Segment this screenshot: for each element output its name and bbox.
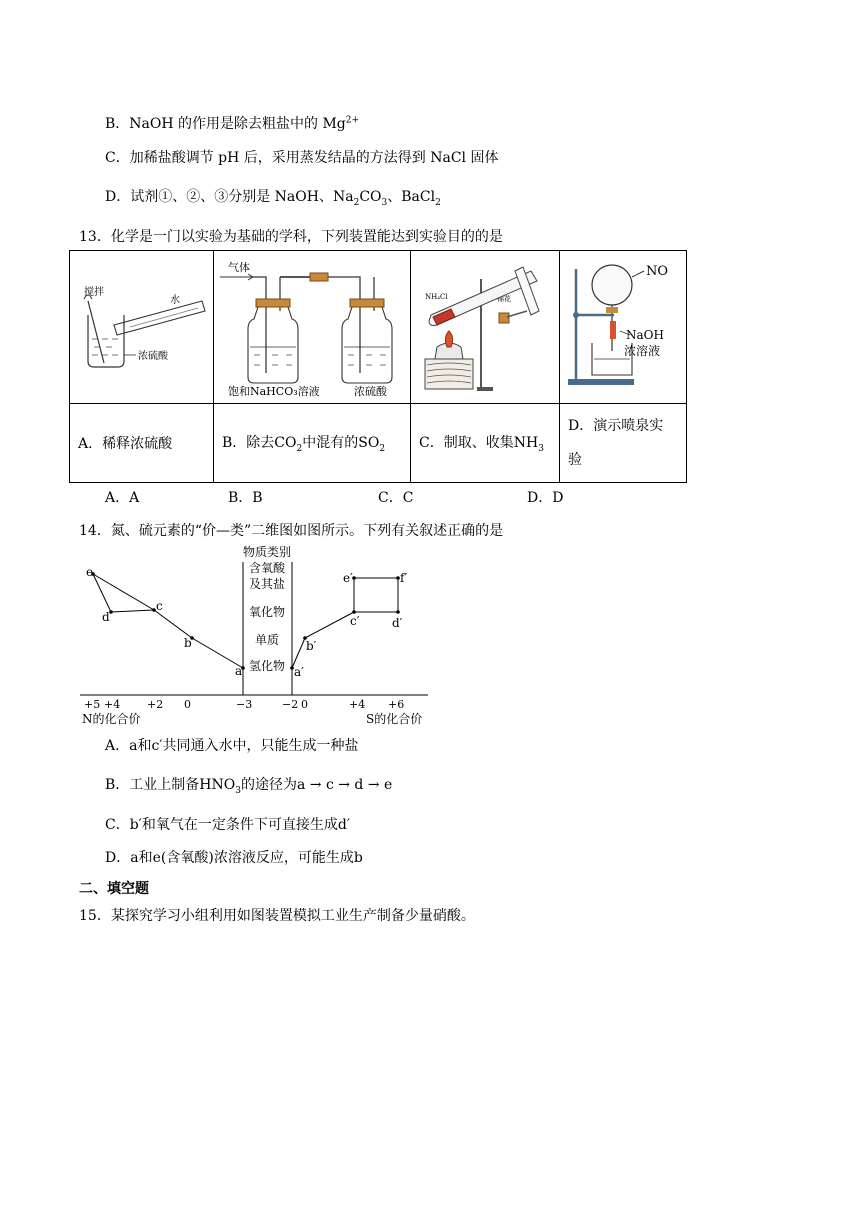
section-fill-in-heading: 二、填空题: [79, 881, 149, 897]
s-tick-plus4: +4: [349, 698, 366, 711]
n-tick-plus2: +2: [147, 698, 164, 711]
fig-a-water-label: 水: [170, 295, 180, 306]
q12-option-b: B．NaOH 的作用是除去粗盐中的 $Mg^{2+}$: [105, 115, 360, 132]
s-tick-plus6: +6: [388, 698, 405, 711]
q13-stem: 13．化学是一门以实验为基础的学科，下列装置能达到实验目的的是: [79, 229, 503, 245]
q13-figure-d: [560, 251, 687, 404]
q13-apparatus-table: [69, 250, 687, 483]
s-axis-label: S的化合价: [366, 712, 423, 726]
fig-b-right-label: 浓硫酸: [354, 385, 387, 398]
q14-option-c: C．b′和氧气在一定条件下可直接生成d′: [105, 817, 350, 833]
q13-choice-d: D．D: [527, 490, 564, 506]
q13-label-d: D．演示喷泉实 验: [560, 404, 687, 483]
chart-category-oxide: 氧化物: [248, 605, 286, 619]
fig-b-left-label: 饱和NaHCO₃溶液: [228, 385, 320, 398]
point-d-prime: d′: [392, 616, 403, 630]
n-tick-minus3: −3: [236, 698, 253, 711]
chart-category-acid-line2: 及其盐: [248, 577, 286, 591]
n-tick-plus4: +4: [104, 698, 121, 711]
point-c: c: [156, 599, 163, 613]
q12-option-c: C．加稀盐酸调节 pH 后，采用蒸发结晶的方法得到 NaCl 固体: [105, 150, 499, 166]
q13-label-c: C．制取、收集$NH_3$: [411, 404, 560, 483]
fig-c-nh4cl-label: NH₄Cl: [425, 293, 448, 301]
q13-label-b: B．除去$CO_2$中混有的$SO_2$: [214, 404, 411, 483]
chart-category-element: 单质: [254, 633, 280, 647]
q13-choice-c: C．C: [378, 490, 414, 506]
fig-a-stir-label: 搅拌: [84, 287, 104, 298]
q13-figure-a: [70, 251, 214, 404]
s-tick-minus2: −2: [282, 698, 299, 711]
point-a: a: [235, 664, 243, 678]
q13-label-a: A．稀释浓硫酸: [70, 404, 214, 483]
n-tick-zero: 0: [184, 698, 191, 711]
fig-c-cotton-label: 棉花: [497, 295, 511, 303]
point-b-prime: b′: [306, 639, 317, 653]
point-a-prime: a′: [294, 665, 304, 679]
chart-category-hydride: 氢化物: [248, 659, 286, 673]
q13-choice-a: A．A: [105, 490, 140, 506]
point-d: d: [102, 610, 110, 624]
point-b: b: [184, 636, 192, 650]
point-f-prime: f′: [400, 571, 408, 585]
q14-valence-class-chart: [76, 540, 436, 730]
fig-b-gas-label: 气体: [228, 261, 250, 274]
chart-category-acid-line1: 含氧酸: [248, 561, 286, 575]
chart-category-title: 物质类别: [242, 545, 292, 559]
fig-d-naoh-label: NaOH: [626, 328, 664, 342]
q13-figure-c: [411, 251, 560, 404]
q14-option-a: A．a和c′共同通入水中，只能生成一种盐: [105, 738, 359, 754]
fig-a-acid-label: 浓硫酸: [138, 351, 168, 362]
fig-d-conc-label: 浓溶液: [624, 344, 661, 358]
q14-stem: 14．氮、硫元素的“价—类”二维图如图所示。下列有关叙述正确的是: [79, 523, 504, 539]
n-axis-label: N的化合价: [82, 712, 141, 726]
point-e: e: [86, 565, 94, 579]
q13-choice-b: B．B: [228, 490, 263, 506]
q14-option-d: D．a和e(含氧酸)浓溶液反应，可能生成b: [105, 850, 363, 866]
n-tick-plus5: +5: [84, 698, 101, 711]
q15-stem: 15．某探究学习小组利用如图装置模拟工业生产制备少量硝酸。: [79, 908, 475, 924]
q12-option-d: D．试剂①、②、③分别是 NaOH、$Na_2CO_3$、BaCl$_2$: [105, 189, 441, 208]
q13-figure-b: [214, 251, 411, 404]
fig-d-no-label: NO: [646, 264, 669, 279]
q14-option-b: B．工业上制备$HNO_3$的途径为a → c → d → e: [105, 777, 393, 796]
point-c-prime: c′: [350, 614, 360, 628]
point-e-prime: e′: [343, 571, 353, 585]
s-tick-zero: 0: [301, 698, 308, 711]
